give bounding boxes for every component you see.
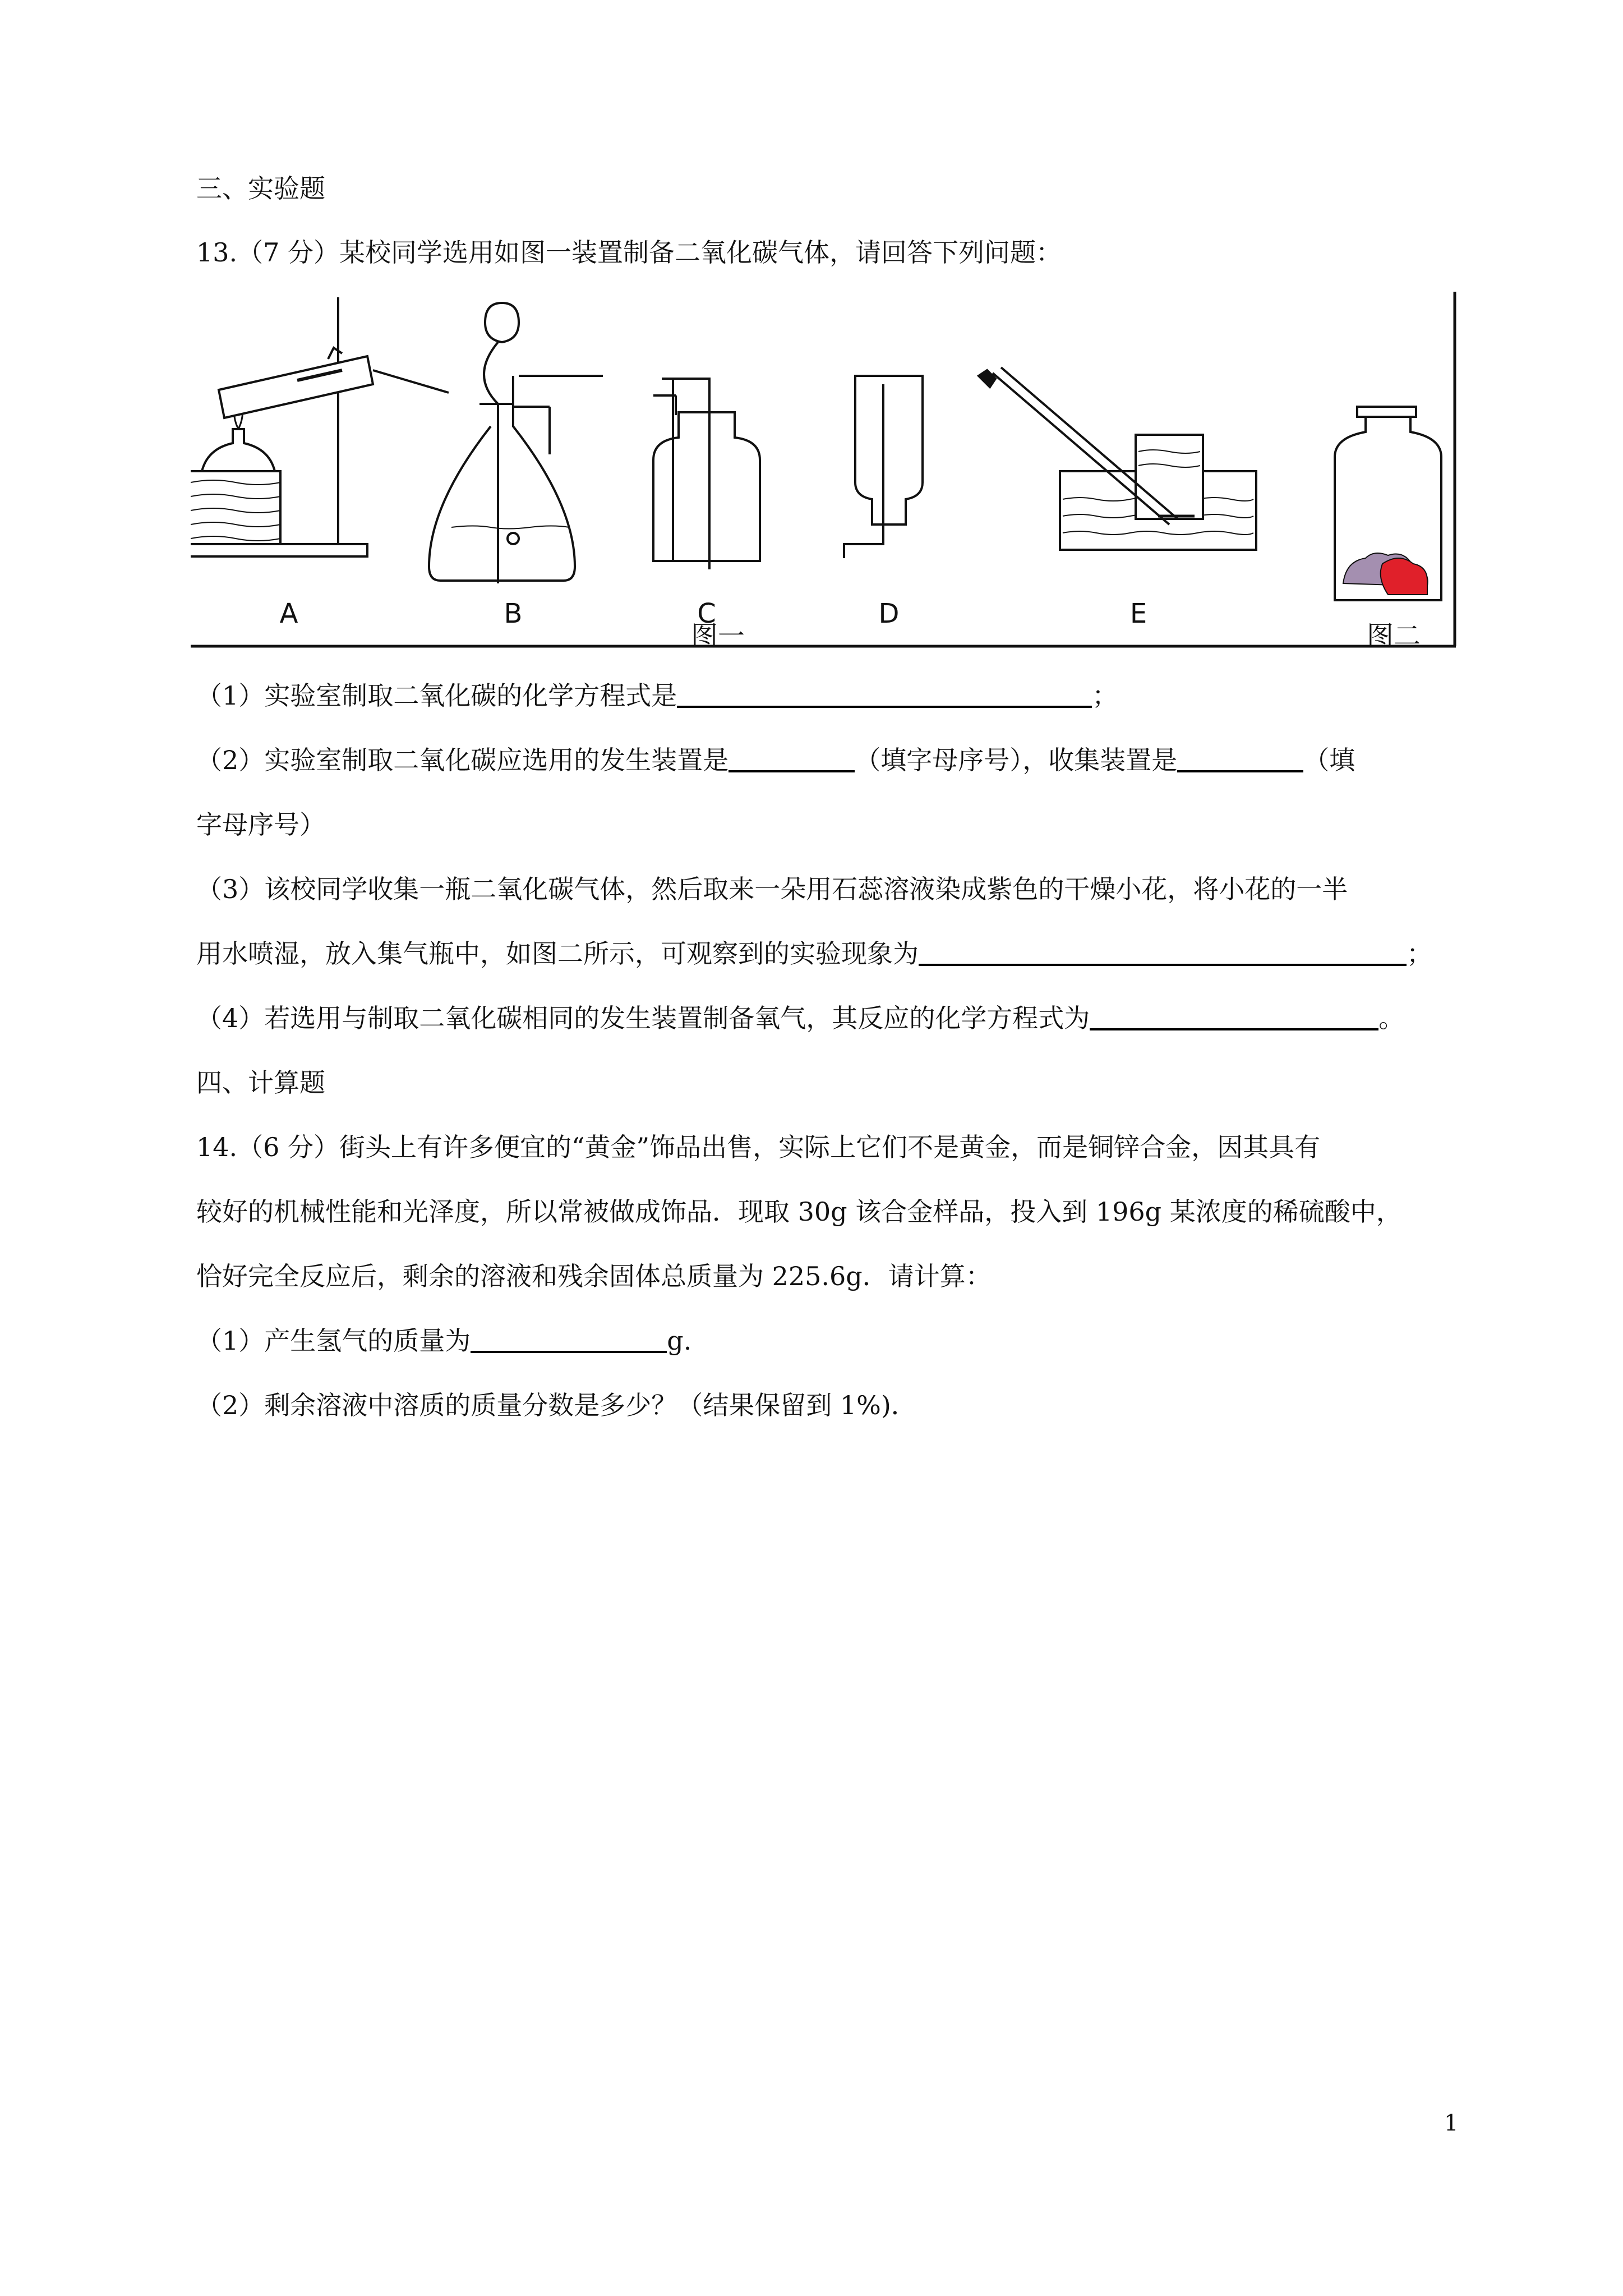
section-4-title: 四、计算题 bbox=[196, 1068, 325, 1098]
q13-part-3-end: ； bbox=[1407, 938, 1432, 969]
answer-blank-3[interactable] bbox=[919, 939, 1407, 966]
label-a: A bbox=[279, 598, 298, 629]
q13-part-1-text: （1）实验室制取二氧化碳的化学方程式是 bbox=[196, 680, 677, 711]
label-e: E bbox=[1129, 598, 1147, 629]
q13-part-3-text: 用水喷湿，放入集气瓶中，如图二所示，可观察到的实验现象为 bbox=[196, 938, 919, 969]
q13-part-2-text-b: （填字母序号），收集装置是 bbox=[855, 745, 1178, 775]
apparatus-e-water-trough bbox=[979, 367, 1256, 550]
apparatus-b-flask bbox=[429, 303, 603, 583]
q13-part-2-text-a: （2）实验室制取二氧化碳应选用的发生装置是 bbox=[196, 745, 729, 775]
answer-blank-1[interactable] bbox=[677, 681, 1092, 708]
question-14-line-2: 较好的机械性能和光泽度，所以常被做成饰品．现取 30g 该合金样品，投入到 196g 某浓度的稀硫酸中， bbox=[196, 1197, 1402, 1227]
q13-part-2 bbox=[196, 743, 1355, 777]
q13-part-3-line-1: （3）该校同学收集一瓶二氧化碳气体，然后取来一朵用石蕊溶液染成紫色的干燥小花，将小花的一半 bbox=[196, 874, 1348, 904]
question-13-stem: 13.（7 分）某校同学选用如图一装置制备二氧化碳气体，请回答下列问题： bbox=[196, 237, 1062, 268]
caption-figure-2: 图二 bbox=[1366, 620, 1421, 651]
caption-figure-1: 图一 bbox=[690, 620, 745, 651]
q13-part-2-line-2: 字母序号） bbox=[196, 809, 325, 840]
q14-part-1-text: （1）产生氢气的质量为 bbox=[196, 1326, 471, 1356]
q13-part-1-end: ； bbox=[1092, 680, 1118, 711]
q13-part-1 bbox=[196, 679, 1118, 712]
label-b: B bbox=[504, 598, 523, 629]
q13-part-4 bbox=[196, 1001, 1404, 1035]
answer-blank-4[interactable] bbox=[1090, 1004, 1378, 1030]
q13-part-4-text: （4）若选用与制取二氧化碳相同的发生装置制备氧气，其反应的化学方程式为 bbox=[196, 1003, 1090, 1033]
q13-part-3-line-2 bbox=[196, 937, 1432, 970]
q13-part-4-end: 。 bbox=[1378, 1003, 1405, 1033]
question-14-line-1: 14.（6 分）街头上有许多便宜的“黄金”饰品出售，实际上它们不是黄金，而是铜锌合金，因其具有 bbox=[196, 1132, 1321, 1162]
apparatus-c-bottle bbox=[653, 379, 760, 569]
gas-jar-with-flower bbox=[1335, 407, 1441, 600]
answer-blank-2a[interactable] bbox=[728, 746, 855, 772]
q14-part-1-unit: g. bbox=[667, 1326, 692, 1356]
answer-blank-2b[interactable] bbox=[1177, 746, 1303, 772]
question-14-line-3: 恰好完全反应后，剩余的溶液和残余固体总质量为 225.6g．请计算： bbox=[196, 1261, 992, 1291]
section-3-title: 三、实验题 bbox=[196, 173, 325, 204]
label-c: C bbox=[697, 598, 716, 629]
label-d: D bbox=[878, 598, 900, 629]
page-number: 1 bbox=[1444, 2110, 1459, 2136]
apparatus-a-heating-setup bbox=[191, 297, 449, 556]
answer-blank-hydrogen-mass[interactable] bbox=[471, 1326, 667, 1353]
apparatus-figure bbox=[191, 292, 1475, 651]
q14-part-1 bbox=[196, 1324, 691, 1358]
apparatus-d-inverted-bottle bbox=[844, 376, 923, 558]
q14-part-2: （2）剩余溶液中溶质的质量分数是多少？（结果保留到 1%)． bbox=[196, 1390, 917, 1420]
q13-part-2-text-c: （填 bbox=[1303, 745, 1355, 775]
